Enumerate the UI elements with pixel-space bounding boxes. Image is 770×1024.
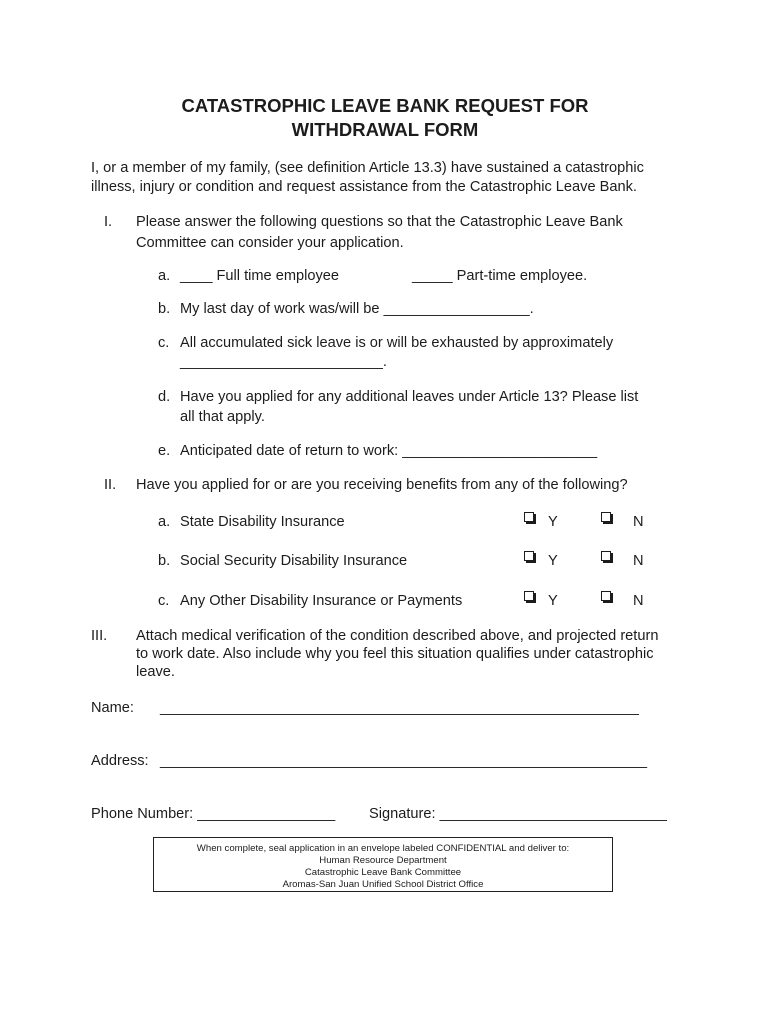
benefit-a-label: a.	[158, 514, 171, 530]
section-1-text-2: Committee can consider your application.	[136, 235, 404, 251]
item-e-label: e.	[158, 443, 171, 459]
section-2-numeral: II.	[104, 477, 117, 493]
return-date-field[interactable]: Anticipated date of return to work: ________________________	[180, 443, 598, 459]
delivery-instructions-box	[153, 837, 613, 892]
sick-leave-text: All accumulated sick leave is or will be exhausted by approximately	[180, 335, 614, 351]
item-a-label: a.	[158, 268, 171, 284]
section-3-text-2: to work date. Also include why you feel this situation qualifies under catastrophic	[136, 646, 654, 662]
title-line-2: WITHDRAWAL FORM	[291, 119, 479, 140]
title-line-1: CATASTROPHIC LEAVE BANK REQUEST FOR	[181, 95, 589, 116]
section-2-text: Have you applied for or are you receiving benefits from any of the following?	[136, 477, 628, 493]
delivery-instruction-line-1: When complete, seal application in an envelope labeled CONFIDENTIAL and deliver to:	[196, 843, 570, 854]
section-3-text-1: Attach medical verification of the condition described above, and projected return	[136, 628, 659, 644]
section-1-text-1: Please answer the following questions so that the Catastrophic Leave Bank	[136, 214, 623, 230]
benefit-c-no-checkbox[interactable]	[601, 591, 611, 601]
benefit-b-no-checkbox[interactable]	[601, 551, 611, 561]
section-3-text-3: leave.	[136, 664, 175, 680]
delivery-instruction-line-2: Human Resource Department	[319, 855, 447, 866]
form-title	[0, 94, 770, 142]
name-label: Name:	[91, 700, 134, 716]
benefit-a-no-checkbox[interactable]	[601, 512, 611, 522]
benefit-c-text: Any Other Disability Insurance or Payments	[180, 593, 463, 609]
benefit-c-yes-checkbox[interactable]	[524, 591, 534, 601]
benefit-c-yes-label: Y	[548, 593, 558, 609]
section-3-numeral: III.	[91, 628, 108, 644]
address-label: Address:	[91, 753, 149, 769]
benefit-b-label: b.	[158, 553, 171, 569]
benefit-c-no-label: N	[633, 593, 644, 609]
full-time-option[interactable]: ____ Full time employee	[180, 268, 339, 284]
additional-leaves-text-2: all that apply.	[180, 409, 265, 425]
benefit-a-text: State Disability Insurance	[180, 514, 345, 530]
section-1-numeral: I.	[104, 214, 113, 230]
phone-number-field[interactable]: Phone Number: _________________	[91, 806, 336, 822]
signature-field[interactable]: Signature: ____________________________	[369, 806, 667, 822]
delivery-instruction-line-3: Catastrophic Leave Bank Committee	[304, 867, 462, 878]
benefit-b-yes-label: Y	[548, 553, 558, 569]
benefit-b-no-label: N	[633, 553, 644, 569]
benefit-a-no-label: N	[633, 514, 644, 530]
benefit-c-label: c.	[158, 593, 170, 609]
address-field[interactable]: ____________________________________________________________	[160, 753, 647, 769]
additional-leaves-text-1: Have you applied for any additional leaves under Article 13? Please list	[180, 389, 639, 405]
intro-line-1: I, or a member of my family, (see definition Article 13.3) have sustained a catastrophic	[91, 160, 644, 176]
item-d-label: d.	[158, 389, 171, 405]
benefit-b-yes-checkbox[interactable]	[524, 551, 534, 561]
benefit-a-yes-checkbox[interactable]	[524, 512, 534, 522]
name-field[interactable]: ___________________________________________________________	[160, 700, 639, 716]
sick-leave-date-field[interactable]: _________________________.	[180, 354, 387, 370]
benefit-a-yes-label: Y	[548, 514, 558, 530]
last-day-of-work-field[interactable]: My last day of work was/will be __________________.	[180, 301, 534, 317]
item-b-label: b.	[158, 301, 171, 317]
benefit-b-text: Social Security Disability Insurance	[180, 553, 408, 569]
item-c-label: c.	[158, 335, 170, 351]
part-time-option[interactable]: _____ Part-time employee.	[412, 268, 588, 284]
delivery-instruction-line-4: Aromas-San Juan Unified School District Office	[282, 879, 484, 890]
intro-line-2: illness, injury or condition and request assistance from the Catastrophic Leave Bank.	[91, 179, 637, 195]
